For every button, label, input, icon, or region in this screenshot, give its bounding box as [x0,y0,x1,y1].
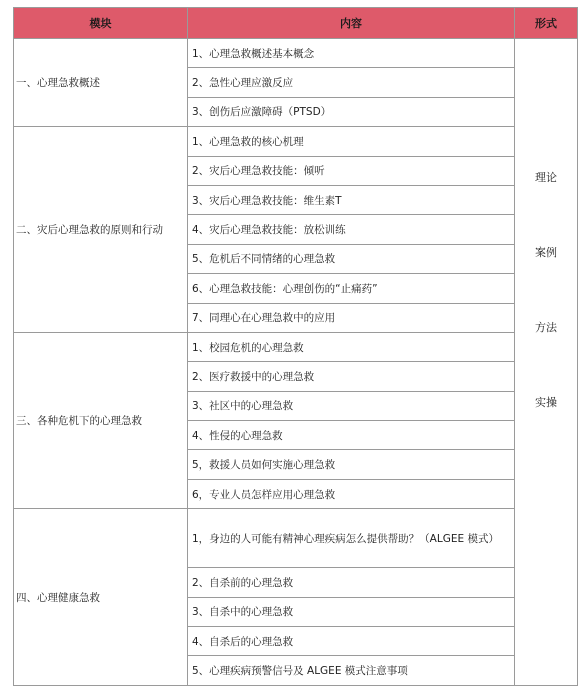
content-item: 2、医疗救援中的心理急救 [188,362,515,391]
table-row [14,39,578,68]
content-item: 4、自杀后的心理急救 [188,627,515,656]
content-item: 5、危机后不同情绪的心理急救 [188,244,515,273]
form-item: 理论 [535,171,557,184]
content-item: 4、性侵的心理急救 [188,421,515,450]
form-item: 方法 [535,321,557,334]
content-item: 4、灾后心理急救技能：放松训练 [188,215,515,244]
header-content: 内容 [188,8,515,39]
content-item: 5、心理疾病预警信号及 ALGEE 模式注意事项 [188,656,515,685]
content-item: 2、灾后心理急救技能：倾听 [188,156,515,185]
content-item: 7、同理心在心理急救中的应用 [188,303,515,332]
header-row [14,8,578,39]
content-item: 3、灾后心理急救技能：维生素T [188,185,515,214]
module-name: 四、心理健康急救 [14,509,188,686]
header-form: 形式 [515,8,578,39]
table-row [14,332,578,361]
content-item: 3、创伤后应激障碍（PTSD） [188,97,515,126]
content-item: 5，救援人员如何实施心理急救 [188,450,515,479]
header-module: 模块 [14,8,188,39]
form-column [515,39,578,686]
course-table [13,7,578,686]
content-item: 1、校园危机的心理急救 [188,332,515,361]
table-row [14,127,578,156]
content-item: 6，专业人员怎样应用心理急救 [188,479,515,508]
module-name: 一、心理急救概述 [14,39,188,127]
module-name: 三、各种危机下的心理急救 [14,332,188,508]
content-item: 6、心理急救技能：心理创伤的“止痛药” [188,274,515,303]
content-item: 3、自杀中的心理急救 [188,597,515,626]
content-item: 1，身边的人可能有精神心理疾病怎么提供帮助？（ALGEE 模式） [188,509,515,568]
table-row [14,509,578,568]
form-item: 实操 [535,396,557,409]
content-item: 2、急性心理应激反应 [188,68,515,97]
content-item: 3、社区中的心理急救 [188,391,515,420]
form-item: 案例 [535,246,557,259]
content-item: 1、心理急救的核心机理 [188,127,515,156]
content-item: 2、自杀前的心理急救 [188,568,515,597]
module-name: 二、灾后心理急救的原则和行动 [14,127,188,333]
content-item: 1、心理急救概述基本概念 [188,39,515,68]
